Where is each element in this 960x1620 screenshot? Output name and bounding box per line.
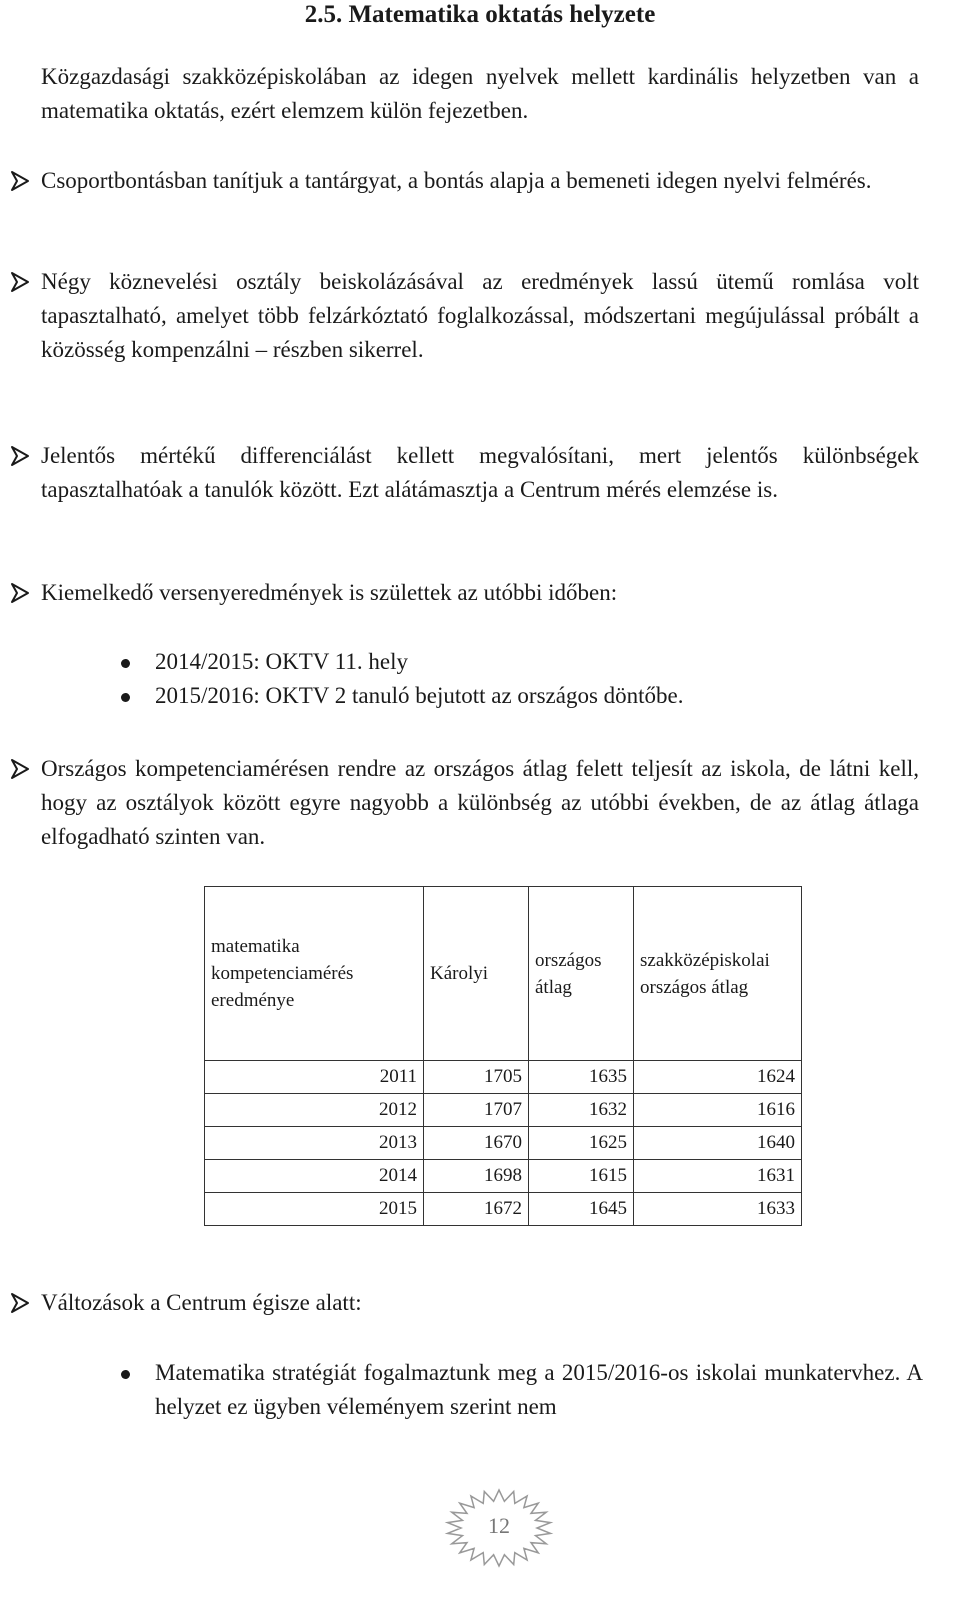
list-item — [155, 1356, 923, 1424]
list-item-text: 2014/2015: OKTV 11. hely — [155, 649, 408, 674]
table-cell: 1635 — [529, 1061, 634, 1094]
bullet-point-text: Országos kompetenciamérésen rendre az országos átlag felett teljesít az iskola, de látni kell, hogy az osztályok között egyre nagyobb a különbség az utóbbi években, de az átlag átlaga elfogadható szinten van. — [41, 756, 919, 849]
bullet-point-4 — [41, 576, 919, 610]
table-cell-year: 2011 — [205, 1061, 424, 1094]
table-cell: 1633 — [634, 1193, 802, 1226]
table-cell-year: 2013 — [205, 1127, 424, 1160]
list-item — [155, 679, 915, 713]
table-cell: 1624 — [634, 1061, 802, 1094]
arrowhead-bullet-icon — [8, 164, 32, 198]
table-row — [205, 1193, 802, 1226]
competition-list — [155, 645, 915, 713]
bullet-dot-icon — [121, 1370, 130, 1379]
bullet-point-changes — [41, 1286, 919, 1320]
table-cell: 1632 — [529, 1094, 634, 1127]
arrowhead-bullet-icon — [8, 752, 32, 786]
table-header-cell: matematika kompetenciamérés eredménye — [205, 887, 424, 1061]
table-row — [205, 1094, 802, 1127]
arrowhead-bullet-icon — [8, 576, 32, 610]
competency-results-table — [204, 886, 802, 1226]
table-header-row — [205, 887, 802, 1061]
bullet-point-3 — [41, 439, 919, 507]
table-cell: 1615 — [529, 1160, 634, 1193]
bullet-point-text: Kiemelkedő versenyeredmények is születtek az utóbbi időben: — [41, 580, 618, 605]
table-cell: 1616 — [634, 1094, 802, 1127]
table-cell-year: 2012 — [205, 1094, 424, 1127]
bullet-point-text: Jelentős mértékű differenciálást kellett megvalósítani, mert jelentős különbségek tapasztalhatóak a tanulók között. Ezt alátámasztja a Centrum mérés elemzése is. — [41, 443, 919, 502]
table-cell: 1707 — [424, 1094, 529, 1127]
page-number: 12 — [488, 1513, 510, 1538]
page-number-ornament — [444, 1488, 554, 1568]
section-heading: 2.5. Matematika oktatás helyzete — [304, 1, 656, 28]
table-cell-year: 2015 — [205, 1193, 424, 1226]
arrowhead-bullet-icon — [8, 439, 32, 473]
table-row — [205, 1061, 802, 1094]
table-cell: 1670 — [424, 1127, 529, 1160]
table-cell: 1640 — [634, 1127, 802, 1160]
list-item-text: Matematika stratégiát fogalmaztunk meg a 2015/2016-os iskolai munkatervhez. A helyzet ez ügyben véleményem szerint nem — [155, 1360, 923, 1419]
bullet-point-text: Változások a Centrum égisze alatt: — [41, 1290, 362, 1315]
intro-paragraph: Közgazdasági szakközépiskolában az idegen nyelvek mellett kardinális helyzetben van a matematika oktatás, ezért elemzem külön fejezetben. — [41, 64, 919, 123]
bullet-point-text: Négy köznevelési osztály beiskolázásával az eredmények lassú ütemű romlása volt tapasztalható, amelyet több felzárkóztató foglalkozással, módszertani megújulással próbált a közösség kompenzálni – részben sikerrel. — [41, 269, 919, 362]
changes-list — [155, 1356, 923, 1424]
table-cell: 1705 — [424, 1061, 529, 1094]
bullet-point-5 — [41, 752, 919, 854]
arrowhead-bullet-icon — [8, 1286, 32, 1320]
table-cell: 1645 — [529, 1193, 634, 1226]
table-row — [205, 1127, 802, 1160]
table-cell-year: 2014 — [205, 1160, 424, 1193]
bullet-dot-icon — [121, 659, 130, 668]
table-cell: 1698 — [424, 1160, 529, 1193]
arrowhead-bullet-icon — [8, 265, 32, 299]
table-row — [205, 1160, 802, 1193]
table-cell: 1631 — [634, 1160, 802, 1193]
bullet-point-text: Csoportbontásban tanítjuk a tantárgyat, a bontás alapja a bemeneti idegen nyelvi felmérés. — [41, 168, 872, 193]
table-cell: 1672 — [424, 1193, 529, 1226]
table-header-cell: országos átlag — [529, 887, 634, 1061]
table-header-cell: Károlyi — [424, 887, 529, 1061]
list-item — [155, 645, 915, 679]
table-header-cell: szakközépiskolai országos átlag — [634, 887, 802, 1061]
bullet-point-2 — [41, 265, 919, 367]
bullet-point-1 — [41, 164, 919, 198]
bullet-dot-icon — [121, 693, 130, 702]
table-cell: 1625 — [529, 1127, 634, 1160]
list-item-text: 2015/2016: OKTV 2 tanuló bejutott az országos döntőbe. — [155, 683, 684, 708]
